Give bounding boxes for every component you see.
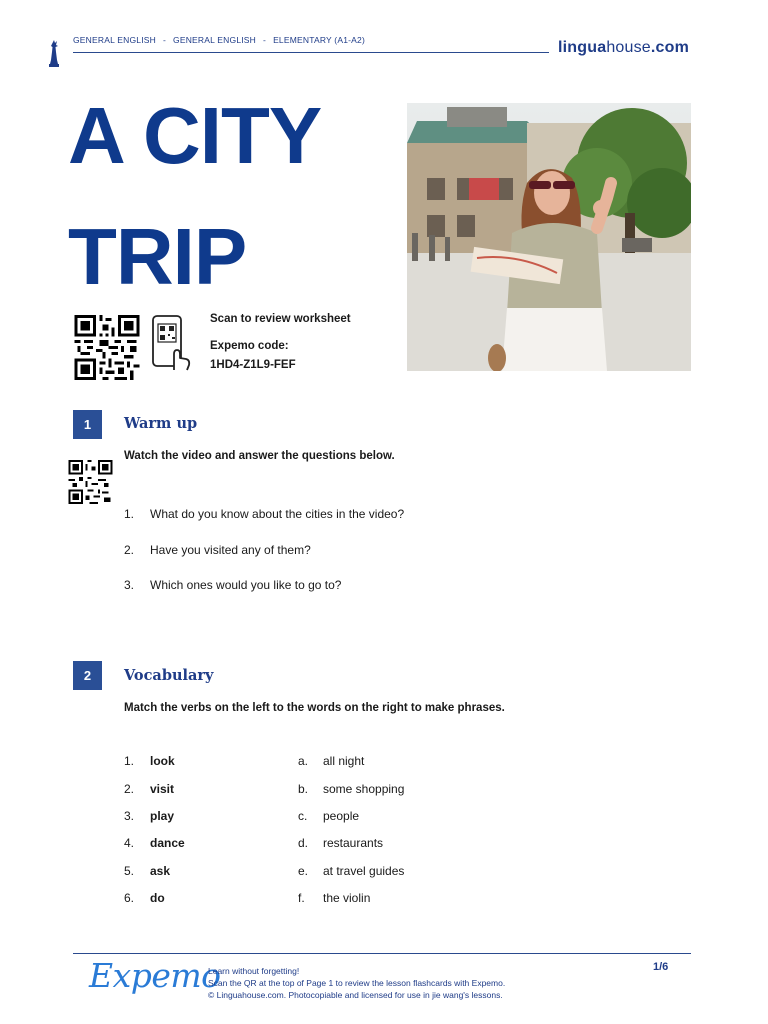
phrase-letter: e.	[298, 864, 309, 878]
breadcrumb-separator: -	[263, 35, 267, 45]
footer-copyright: © Linguahouse.com. Photocopiable and licensed for use in jie wang's lessons.	[208, 990, 503, 1000]
phrase-letter: f.	[298, 891, 305, 905]
statue-of-liberty-icon	[48, 38, 60, 68]
phrase-letter: d.	[298, 836, 309, 850]
section-title-warm-up: Warm up	[124, 415, 198, 432]
footer-tagline: Learn without forgetting!	[208, 966, 300, 976]
linguahouse-logo	[558, 39, 689, 57]
phrase-text: the violin	[323, 891, 371, 905]
logo-suffix: .com	[650, 39, 690, 56]
verb-number: 4.	[124, 836, 135, 850]
logo-rest: house	[606, 39, 651, 56]
question-text: Which ones would you like to go to?	[150, 578, 342, 592]
verb-word: look	[150, 754, 175, 768]
expemo-logo: Expemo	[89, 956, 221, 995]
city-tourist-photo	[407, 103, 691, 371]
question-number: 2.	[124, 543, 135, 557]
verb-number: 3.	[124, 809, 135, 823]
footer-divider	[73, 953, 691, 954]
header-divider	[73, 52, 549, 53]
warm-up-instruction: Watch the video and answer the questions below.	[124, 450, 395, 462]
section-number-badge: 2	[73, 661, 102, 690]
section-title-vocabulary: Vocabulary	[124, 667, 214, 684]
breadcrumb	[73, 35, 365, 45]
phrase-text: some shopping	[323, 782, 405, 796]
verb-number: 1.	[124, 754, 135, 768]
breadcrumb-item: GENERAL ENGLISH	[73, 35, 156, 45]
verb-word: play	[150, 809, 175, 823]
verb-number: 6.	[124, 891, 135, 905]
vocabulary-instruction: Match the verbs on the left to the words on the right to make phrases.	[124, 702, 505, 714]
question-text: Have you visited any of them?	[150, 543, 311, 557]
worksheet-qr-code-icon[interactable]	[73, 315, 141, 380]
phrase-letter: b.	[298, 782, 309, 796]
video-qr-code-icon[interactable]	[68, 460, 113, 504]
breadcrumb-item: GENERAL ENGLISH	[173, 35, 257, 45]
scan-instruction: Scan to review worksheet	[210, 313, 351, 325]
breadcrumb-separator: -	[163, 35, 167, 45]
question-number: 1.	[124, 507, 135, 521]
question-text: What do you know about the cities in the video?	[150, 507, 405, 521]
page-number: 1/6	[653, 961, 669, 973]
section-number-badge: 1	[73, 410, 102, 439]
phrase-letter: c.	[298, 809, 308, 823]
phrase-text: at travel guides	[323, 864, 405, 878]
phrase-text: people	[323, 809, 360, 823]
phrase-text: all night	[323, 754, 365, 768]
expemo-code-value: 1HD4-Z1L9-FEF	[210, 359, 296, 371]
logo-bold: lingua	[558, 39, 607, 56]
phrase-text: restaurants	[323, 836, 384, 850]
footer-scan-note: Scan the QR at the top of Page 1 to review the lesson flashcards with Expemo.	[208, 978, 506, 988]
page-title-line-2: TRIP	[68, 212, 247, 301]
verb-word: dance	[150, 836, 185, 850]
verb-number: 5.	[124, 864, 135, 878]
verb-word: ask	[150, 864, 171, 878]
verb-number: 2.	[124, 782, 135, 796]
expemo-code-label: Expemo code:	[210, 340, 289, 352]
page-title-line-1: A CITY	[68, 91, 322, 180]
verb-word: visit	[150, 782, 175, 796]
phone-scan-icon	[150, 314, 192, 372]
phrase-letter: a.	[298, 754, 309, 768]
question-number: 3.	[124, 578, 135, 592]
breadcrumb-item: ELEMENTARY (A1-A2)	[273, 35, 365, 45]
verb-word: do	[150, 891, 165, 905]
